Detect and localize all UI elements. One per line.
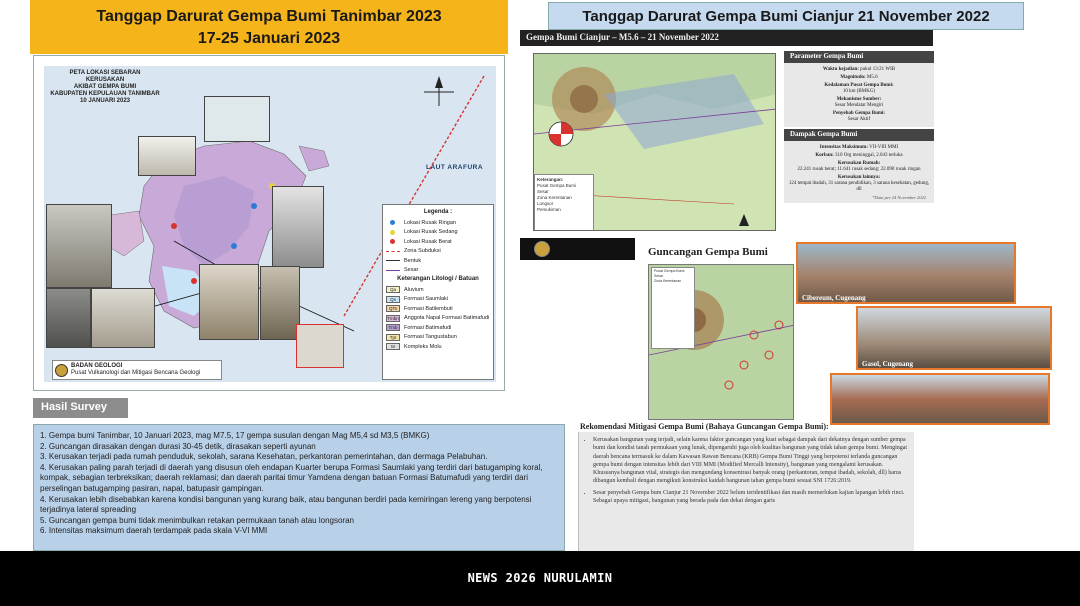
parameter-header: Parameter Gempa Bumi bbox=[784, 51, 934, 63]
impact-item bbox=[788, 175, 930, 193]
esdm-logo-icon bbox=[534, 241, 550, 257]
legend-item: Sesar bbox=[654, 274, 664, 278]
impact-value: 310 Org meninggal, 2.043 terluka bbox=[834, 153, 903, 158]
shaking-map bbox=[648, 264, 794, 420]
damage-photo bbox=[296, 324, 344, 368]
impact-item bbox=[788, 153, 930, 159]
news-footer-text: NEWS 2026 NURULAMIN bbox=[467, 571, 613, 585]
legend-item bbox=[386, 247, 490, 257]
param-value: M5.6 bbox=[866, 75, 878, 80]
agency-subname: Pusat Vulkanologi dan Mitigasi Bencana Geologi bbox=[71, 370, 201, 376]
fault-line-icon bbox=[386, 270, 400, 271]
agency-block bbox=[52, 360, 222, 380]
impact-label: Kerusakan lainnya: bbox=[837, 175, 881, 180]
cianjur-title: Tanggap Darurat Gempa Bumi Cianjur 21 November 2022 bbox=[548, 2, 1024, 30]
subduction-line-icon bbox=[386, 251, 400, 252]
lithology-label: Kompleks Molu bbox=[404, 343, 442, 350]
legend-item bbox=[386, 256, 490, 266]
lithology-item bbox=[386, 295, 490, 305]
parameter-list bbox=[784, 63, 934, 127]
tanimbar-dates: 17-25 Januari 2023 bbox=[197, 30, 341, 47]
lithology-code: Tmbn bbox=[387, 315, 399, 321]
damage-photo-gasol bbox=[856, 306, 1052, 370]
lithology-code: Qs bbox=[386, 296, 400, 303]
param-item bbox=[788, 67, 930, 73]
damage-photo bbox=[272, 186, 324, 268]
survey-tab: Hasil Survey bbox=[33, 398, 128, 418]
param-value: pukul 13:21 WIB bbox=[860, 67, 896, 72]
param-item bbox=[788, 75, 930, 81]
impact-list bbox=[784, 141, 934, 203]
param-label: Penyebab Gempa Bumi: bbox=[832, 111, 886, 116]
lithology-title: Keterangan Litologi / Batuan bbox=[397, 276, 479, 282]
lithology-code: QTs bbox=[386, 305, 400, 312]
inset-map-photo bbox=[138, 136, 196, 176]
impact-footnote: *Data per 24 November 2022 bbox=[872, 195, 926, 200]
point-blue-icon bbox=[390, 220, 395, 225]
legend-title: Legenda : bbox=[423, 209, 453, 215]
lithology-label: Formasi Batilembuti bbox=[404, 305, 453, 312]
legend-item: Pusat Gempa Bumi bbox=[537, 183, 577, 188]
point-yellow-icon bbox=[390, 230, 395, 235]
legend-label: Zona Subduksi bbox=[404, 248, 441, 255]
lithology-item bbox=[386, 285, 490, 295]
north-arrow-icon bbox=[424, 76, 454, 106]
legend-item bbox=[386, 266, 490, 276]
damage-photo bbox=[91, 288, 155, 348]
param-label: Kedalaman Pusat Gempa Bumi: bbox=[824, 83, 894, 88]
legend-item: Zona Kerentanan bbox=[537, 195, 572, 200]
legend-item bbox=[386, 218, 490, 228]
lithology-code: M bbox=[386, 343, 400, 350]
legend-item: Pemukiman bbox=[537, 207, 561, 212]
survey-item: 4. Kerusakan paling parah terjadi di daerah yang disusun oleh endapan Kuarter berupa Formasi Saumlaki yang terdiri dari batugamping koral, kompak, sebagian terbreksikan; daerah reklamasi; dan daerah paritai timur Yamdena dengan batuan Formasi Batumafudi yang terdiri dari perselingan batugamping pasiran, napal, batupasir gampingan. bbox=[40, 462, 543, 493]
survey-item: 3. Kerusakan terjadi pada rumah penduduk, sekolah, sarana Kesehatan, perkantoran pemerintahan, dan dermaga Pelabuhan. bbox=[40, 452, 488, 462]
impact-label: Korban: bbox=[815, 153, 834, 158]
lithology-label: Formasi Tangustabun bbox=[404, 334, 457, 341]
legend-item bbox=[386, 228, 490, 238]
survey-item: 4. Kerusakan lebih disebabkan karena kondisi bangunan yang kurang baik, atau bangunan berdiri pada kemiringan lereng yang berpotensi terjadinya lateral spreading bbox=[40, 494, 532, 515]
damage-photo bbox=[46, 204, 112, 288]
damage-point bbox=[171, 223, 177, 229]
lithology-label: Formasi Saumlaki bbox=[404, 296, 449, 303]
param-label: Mekanisme Sumber: bbox=[836, 97, 882, 102]
lithology-item bbox=[386, 304, 490, 314]
lithology-item bbox=[386, 323, 490, 333]
legend-label: Lokasi Rusak Sedang bbox=[404, 229, 458, 236]
map-legend bbox=[382, 204, 494, 380]
tanimbar-title: Tanggap Darurat Gempa Bumi Tanimbar 2023 bbox=[96, 8, 442, 25]
beachball-icon bbox=[549, 122, 573, 146]
cianjur-ribbon: Gempa Bumi Cianjur – M5.6 – 21 November 2022 bbox=[520, 30, 933, 46]
survey-item: 1. Gempa bumi Tanimbar, 10 Januari 2023, mag M7.5, 17 gempa susulan dengan Mag M5,4 sd M3,5 (BMKG) bbox=[40, 431, 430, 440]
legend-item: Pusat Gempa Bumi bbox=[654, 269, 685, 273]
param-label: Magnitudo: bbox=[840, 75, 866, 80]
map-heading-line: PETA LOKASI SEBARAN KERUSAKAN bbox=[69, 70, 141, 83]
lithology-item bbox=[386, 314, 490, 324]
legend-item: Longsor bbox=[537, 201, 554, 206]
impact-item bbox=[788, 145, 930, 151]
point-red-icon bbox=[390, 239, 395, 244]
param-item bbox=[788, 111, 930, 123]
badan-geologi-logo-icon bbox=[55, 364, 68, 377]
recommendation-title: Rekomendasi Mitigasi Gempa Bumi (Bahaya Guncangan Gempa Bumi): bbox=[580, 422, 829, 431]
survey-item: 2. Guncangan dirasakan dengan durasi 30-45 detik, dirasakan seperti ayunan bbox=[40, 441, 316, 451]
impact-value: VII-VIII MMI bbox=[869, 145, 899, 150]
survey-results bbox=[33, 424, 565, 551]
param-item bbox=[788, 97, 930, 109]
damage-photo bbox=[46, 288, 91, 348]
impact-item bbox=[788, 161, 930, 173]
param-value: Sesar Mendatar Mengiri bbox=[834, 103, 884, 108]
lithology-item bbox=[386, 333, 490, 343]
impact-label: Kerusakan Rumah: bbox=[837, 161, 881, 166]
parameter-panel bbox=[784, 51, 934, 236]
impact-value: 22.241 rusak berat; 11.641 rusak sedang; 22.090 rusak ringan bbox=[797, 167, 921, 172]
small-island bbox=[299, 146, 329, 171]
legend-item: Sesar bbox=[537, 189, 549, 194]
damage-point bbox=[251, 203, 257, 209]
cianjur-map-legend bbox=[534, 174, 594, 231]
shaking-legend bbox=[651, 267, 695, 349]
lithology-label: Formasi Batimafudi bbox=[404, 324, 452, 331]
shaking-title: Guncangan Gempa Bumi bbox=[648, 246, 768, 258]
lithology-label: Anggota Napal Formasi Batimafudi bbox=[404, 315, 490, 322]
photo-label: Gasol, Cugenang bbox=[862, 360, 913, 368]
survey-item: 6. Intensitas maksimum daerah terdampak pada skala V-VI MMI bbox=[40, 526, 268, 536]
tanimbar-damage-map bbox=[33, 55, 505, 391]
lithology-code: Qa bbox=[386, 286, 400, 293]
param-value: 10 km (BMKG) bbox=[842, 89, 876, 94]
legend-label: Lokasi Rusak Berat bbox=[404, 238, 452, 245]
damage-photo bbox=[199, 264, 259, 340]
survey-item: 5. Guncangan gempa bumi tidak menimbulkan retakan permukaan tanah atau longsoran bbox=[40, 515, 354, 525]
lithology-item bbox=[386, 342, 490, 352]
recommendation-item: • Sesar penyebab Gempa bum Cianjur 21 November 2022 belum teridentifikasi dan masih memerlukan kajian lapangan lebih rinci. Sebagai upaya mitigasi, bangunan yang berada pada dan dekat dengan garis bbox=[593, 489, 908, 506]
legend-title: Keterangan: bbox=[537, 177, 564, 182]
agency-name: BADAN GEOLOGI bbox=[71, 363, 123, 369]
param-label: Waktu kejadian: bbox=[822, 67, 859, 72]
legend-item bbox=[386, 237, 490, 247]
impact-label: Intensitas Maksimum: bbox=[819, 145, 868, 150]
recommendation-box bbox=[578, 432, 914, 552]
volcano-peak bbox=[570, 85, 598, 113]
lithology-code: Tpt bbox=[386, 334, 400, 341]
logo-strip bbox=[520, 238, 635, 260]
cianjur-map bbox=[533, 53, 776, 231]
location-inset-map bbox=[204, 96, 270, 142]
photo-label: Cibereum, Cugenang bbox=[802, 294, 866, 302]
legend-label: Lokasi Rusak Ringan bbox=[404, 219, 456, 226]
impact-header: Dampak Gempa Bumi bbox=[784, 129, 934, 141]
map-heading-line: KABUPATEN KEPULAUAN TANIMBAR bbox=[50, 91, 160, 97]
lithology-code: Tmb bbox=[386, 324, 400, 331]
damage-photo-school bbox=[830, 373, 1050, 425]
legend-label: Sesar bbox=[404, 267, 419, 274]
lithology-label: Aluvium bbox=[404, 286, 424, 293]
line-icon bbox=[386, 260, 400, 261]
legend-label: Bentuk bbox=[404, 257, 422, 264]
map-heading-line: AKIBAT GEMPA BUMI bbox=[73, 84, 137, 90]
legend-item: Zona Kerentanan bbox=[654, 279, 682, 283]
damage-photo bbox=[260, 266, 300, 340]
damage-point bbox=[191, 278, 197, 284]
damage-point bbox=[231, 243, 237, 249]
param-item bbox=[788, 83, 930, 95]
map-heading-line: 10 JANUARI 2023 bbox=[79, 98, 131, 104]
impact-value: 124 tempat ibadah, 31 sarana pendidikan, 3 sarana kesehatan, gedung, dll bbox=[788, 181, 930, 192]
param-value: Sesar Aktif bbox=[847, 117, 871, 122]
recommendation-item: • Kerusakan bangunan yang terjadi, selain karena faktor guncangan yang kuat sebagai dampak dari dekatnya dengan sumber gempa bumi dan kondisi tanah permukaan yang lunak, dipengaruhi juga oleh kualitas bangunan yang tidak tahan gempa bumi. Mengingat daerah bencana termasuk ke dalam Kawasan Rawan Bencana (KRB) Gempa Bumi Tinggi yang berpotensi terlanda guncangan gempa bumi dengan intensitas lebih dari VIII MMI (Modified Mercalli Intensity), bangunan yang mengalami kerusakan. Khususnya bangunan vital, strategis dan mengundang konsentrasi banyak orang (perkantoran, tempat ibadah, sekolah, dll) harus dibangun kembali dengan mengikuti konstruksi kaidah bangunan tahan gempa bumi sesuai SNI 1726:2019. bbox=[593, 436, 908, 486]
damage-photo-cibereum bbox=[796, 242, 1016, 304]
map-heading bbox=[50, 70, 160, 105]
tanimbar-title-banner bbox=[30, 0, 508, 54]
sea-label: LAUT ARAFURA bbox=[426, 164, 484, 171]
